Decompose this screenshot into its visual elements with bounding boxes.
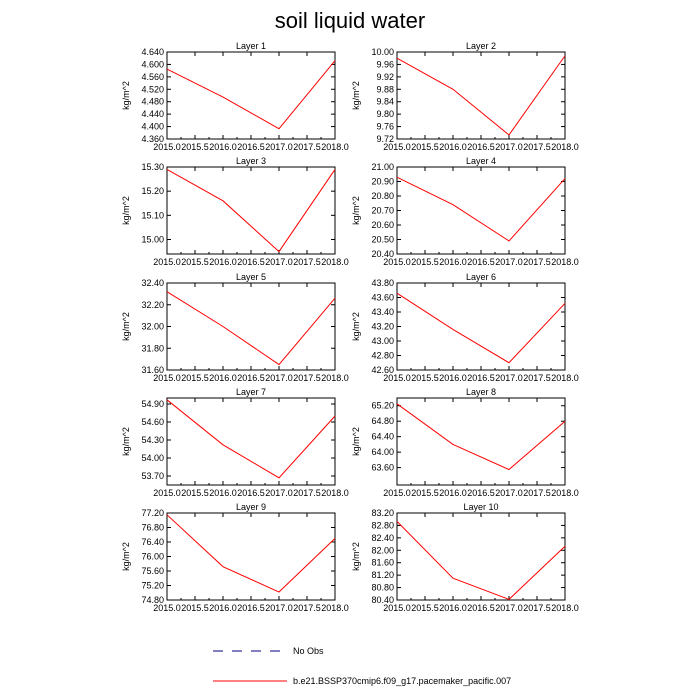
x-tick-label: 2017.0: [265, 142, 293, 152]
plot-frame: [397, 283, 565, 370]
y-tick-label: 9.88: [376, 84, 394, 95]
series-line: [167, 400, 335, 478]
y-tick-label: 4.400: [141, 121, 164, 132]
y-tick-label: 74.80: [141, 595, 164, 605]
y-tick-label: 81.20: [371, 570, 394, 581]
x-tick-label: 2015.5: [181, 257, 209, 267]
page-title: soil liquid water: [274, 8, 426, 33]
series-line: [397, 404, 565, 470]
x-tick-label: 2016.0: [209, 142, 237, 152]
plot-frame: [167, 398, 335, 485]
x-tick-label: 2018.0: [551, 257, 579, 267]
panel-3: [121, 156, 349, 267]
plot-frame: [397, 167, 565, 254]
x-tick-label: 2017.5: [293, 257, 321, 267]
y-tick-label: 9.96: [376, 59, 394, 70]
y-axis-label: kg/m^2: [351, 542, 361, 571]
y-tick-label: 43.60: [371, 292, 394, 303]
y-tick-label: 20.50: [371, 234, 394, 245]
y-tick-label: 81.60: [371, 557, 394, 568]
y-tick-label: 64.40: [371, 431, 394, 442]
x-tick-label: 2015.5: [411, 257, 439, 267]
panel-title: Layer 6: [465, 272, 497, 282]
x-tick-label: 2017.0: [495, 373, 523, 383]
y-tick-label: 54.90: [141, 399, 164, 409]
series-line: [397, 177, 565, 241]
plot-frame: [397, 398, 565, 485]
y-tick-label: 54.30: [141, 435, 164, 445]
y-tick-label: 43.40: [371, 307, 394, 317]
y-tick-label: 15.20: [141, 186, 164, 197]
y-axis-label: kg/m^2: [351, 196, 361, 225]
y-tick-label: 15.00: [141, 234, 164, 245]
y-tick-label: 32.00: [141, 321, 164, 332]
x-tick-label: 2017.5: [293, 488, 321, 498]
y-tick-label: 54.60: [141, 417, 164, 427]
y-tick-label: 4.520: [141, 84, 164, 95]
y-tick-label: 9.84: [376, 96, 394, 107]
panel-9: [121, 502, 349, 613]
y-tick-label: 4.440: [141, 109, 164, 120]
y-tick-label: 42.60: [371, 365, 394, 375]
x-tick-label: 2016.5: [237, 603, 265, 613]
panel-title: Layer 10: [463, 502, 499, 512]
x-tick-label: 2018.0: [321, 488, 349, 498]
y-tick-label: 75.20: [141, 580, 164, 591]
x-tick-label: 2017.5: [293, 142, 321, 152]
y-tick-label: 83.20: [371, 508, 394, 518]
y-tick-label: 20.40: [371, 249, 394, 259]
y-tick-label: 4.560: [141, 71, 164, 82]
x-tick-label: 2018.0: [321, 142, 349, 152]
y-tick-label: 42.80: [371, 350, 394, 361]
x-tick-label: 2017.5: [293, 603, 321, 613]
plot-frame: [397, 52, 565, 139]
x-tick-label: 2017.5: [523, 488, 551, 498]
plot-frame: [397, 513, 565, 600]
x-tick-label: 2018.0: [321, 603, 349, 613]
x-tick-label: 2016.5: [237, 142, 265, 152]
x-tick-label: 2015.0: [383, 142, 411, 152]
x-tick-label: 2015.5: [411, 142, 439, 152]
x-tick-label: 2017.5: [523, 373, 551, 383]
x-tick-label: 2016.0: [209, 373, 237, 383]
y-axis-label: kg/m^2: [351, 427, 361, 456]
x-tick-label: 2016.0: [209, 603, 237, 613]
x-tick-label: 2017.0: [265, 603, 293, 613]
x-tick-label: 2018.0: [551, 603, 579, 613]
y-tick-label: 82.00: [371, 545, 394, 556]
panel-title: Layer 3: [235, 156, 267, 166]
y-tick-label: 9.72: [376, 134, 394, 144]
y-tick-label: 9.92: [376, 71, 394, 82]
plot-frame: [167, 283, 335, 370]
y-tick-label: 64.00: [371, 447, 394, 458]
y-tick-label: 20.70: [371, 205, 394, 216]
x-tick-label: 2016.5: [467, 603, 495, 613]
y-tick-label: 10.00: [371, 47, 394, 57]
panel-title: Layer 5: [235, 272, 267, 282]
y-tick-label: 20.80: [371, 191, 394, 201]
x-tick-label: 2016.0: [209, 257, 237, 267]
x-tick-label: 2016.0: [439, 373, 467, 383]
x-tick-label: 2016.0: [439, 603, 467, 613]
y-tick-label: 76.00: [141, 551, 164, 562]
x-tick-label: 2015.0: [153, 373, 181, 383]
panel-1: [121, 41, 349, 152]
series-line: [397, 293, 565, 363]
y-tick-label: 32.40: [141, 278, 164, 288]
y-axis-label: kg/m^2: [121, 427, 131, 456]
y-tick-label: 77.20: [141, 508, 164, 518]
x-tick-label: 2016.0: [439, 488, 467, 498]
x-tick-label: 2017.0: [495, 142, 523, 152]
y-tick-label: 15.30: [141, 162, 164, 172]
y-tick-label: 63.60: [371, 462, 394, 473]
y-tick-label: 4.600: [141, 59, 164, 70]
x-tick-label: 2017.0: [265, 257, 293, 267]
y-axis-label: kg/m^2: [121, 196, 131, 225]
x-tick-label: 2017.0: [495, 603, 523, 613]
x-tick-label: 2015.0: [153, 603, 181, 613]
y-tick-label: 9.76: [376, 121, 394, 132]
y-tick-label: 82.80: [371, 520, 394, 531]
series-line: [397, 521, 565, 599]
y-tick-label: 4.360: [141, 134, 164, 144]
x-tick-label: 2016.5: [237, 488, 265, 498]
y-tick-label: 76.80: [141, 522, 164, 533]
x-tick-label: 2016.5: [467, 488, 495, 498]
plot-frame: [167, 52, 335, 139]
x-tick-label: 2016.0: [439, 257, 467, 267]
panel-2: [351, 41, 579, 152]
panel-title: Layer 2: [465, 41, 497, 51]
y-tick-label: 64.80: [371, 416, 394, 427]
y-tick-label: 65.20: [371, 400, 394, 411]
panel-6: [351, 272, 579, 383]
y-axis-label: kg/m^2: [351, 312, 361, 341]
y-tick-label: 20.60: [371, 220, 394, 230]
x-tick-label: 2017.0: [495, 257, 523, 267]
legend-model-label: b.e21.BSSP370cmip6.f09_g17.pacemaker_pacific.007: [293, 676, 512, 686]
series-line: [167, 292, 335, 365]
series-line: [167, 169, 335, 251]
y-tick-label: 15.10: [141, 210, 164, 221]
x-tick-label: 2015.0: [383, 257, 411, 267]
x-tick-label: 2016.0: [209, 488, 237, 498]
x-tick-label: 2017.5: [523, 142, 551, 152]
x-tick-label: 2015.5: [181, 373, 209, 383]
series-line: [167, 61, 335, 129]
x-tick-label: 2015.0: [153, 257, 181, 267]
x-tick-label: 2018.0: [321, 257, 349, 267]
y-tick-label: 20.90: [371, 176, 394, 187]
y-axis-label: kg/m^2: [121, 542, 131, 571]
panel-title: Layer 8: [465, 387, 497, 397]
y-tick-label: 9.80: [376, 109, 394, 120]
panel-7: [121, 387, 349, 498]
x-tick-label: 2018.0: [551, 488, 579, 498]
y-tick-label: 4.640: [141, 47, 164, 57]
panel-10: [351, 502, 579, 613]
y-tick-label: 80.80: [371, 582, 394, 593]
legend: [213, 646, 511, 686]
y-tick-label: 32.20: [141, 299, 164, 310]
y-tick-label: 53.70: [141, 471, 164, 481]
y-tick-label: 31.60: [141, 365, 164, 375]
x-tick-label: 2016.5: [467, 142, 495, 152]
x-tick-label: 2016.5: [467, 257, 495, 267]
x-tick-label: 2016.5: [467, 373, 495, 383]
panel-5: [121, 272, 349, 383]
panel-8: [351, 387, 579, 498]
y-tick-label: 76.40: [141, 537, 164, 547]
x-tick-label: 2015.0: [383, 603, 411, 613]
y-axis-label: kg/m^2: [121, 312, 131, 341]
x-tick-label: 2015.5: [181, 603, 209, 613]
y-tick-label: 31.80: [141, 343, 164, 354]
y-tick-label: 21.00: [371, 162, 394, 172]
x-tick-label: 2017.0: [265, 373, 293, 383]
plot-frame: [167, 513, 335, 600]
x-tick-label: 2015.5: [181, 142, 209, 152]
x-tick-label: 2015.5: [411, 488, 439, 498]
panel-title: Layer 1: [235, 41, 267, 51]
series-line: [397, 56, 565, 135]
legend-obs-label: No Obs: [293, 646, 324, 656]
x-tick-label: 2015.5: [181, 488, 209, 498]
y-tick-label: 54.00: [141, 453, 164, 463]
x-tick-label: 2016.0: [439, 142, 467, 152]
x-tick-label: 2018.0: [551, 373, 579, 383]
panel-title: Layer 9: [235, 502, 267, 512]
x-tick-label: 2015.0: [153, 488, 181, 498]
x-tick-label: 2015.5: [411, 603, 439, 613]
x-tick-label: 2017.5: [523, 603, 551, 613]
series-line: [167, 515, 335, 592]
x-tick-label: 2015.0: [153, 142, 181, 152]
x-tick-label: 2015.0: [383, 488, 411, 498]
x-tick-label: 2018.0: [551, 142, 579, 152]
plot-frame: [167, 167, 335, 254]
x-tick-label: 2017.0: [265, 488, 293, 498]
panel-title: Layer 7: [235, 387, 267, 397]
y-axis-label: kg/m^2: [121, 81, 131, 110]
y-tick-label: 4.480: [141, 96, 164, 107]
panel-4: [351, 156, 579, 267]
x-tick-label: 2015.0: [383, 373, 411, 383]
x-tick-label: 2015.5: [411, 373, 439, 383]
y-tick-label: 75.60: [141, 566, 164, 576]
x-tick-label: 2017.5: [293, 373, 321, 383]
x-tick-label: 2017.0: [495, 488, 523, 498]
x-tick-label: 2017.5: [523, 257, 551, 267]
y-axis-label: kg/m^2: [351, 81, 361, 110]
x-tick-label: 2016.5: [237, 373, 265, 383]
y-tick-label: 82.40: [371, 532, 394, 543]
y-tick-label: 43.00: [371, 336, 394, 346]
y-tick-label: 80.40: [371, 595, 394, 605]
y-tick-label: 43.20: [371, 321, 394, 332]
x-tick-label: 2016.5: [237, 257, 265, 267]
panel-title: Layer 4: [465, 156, 497, 166]
y-tick-label: 43.80: [371, 278, 394, 288]
x-tick-label: 2018.0: [321, 373, 349, 383]
